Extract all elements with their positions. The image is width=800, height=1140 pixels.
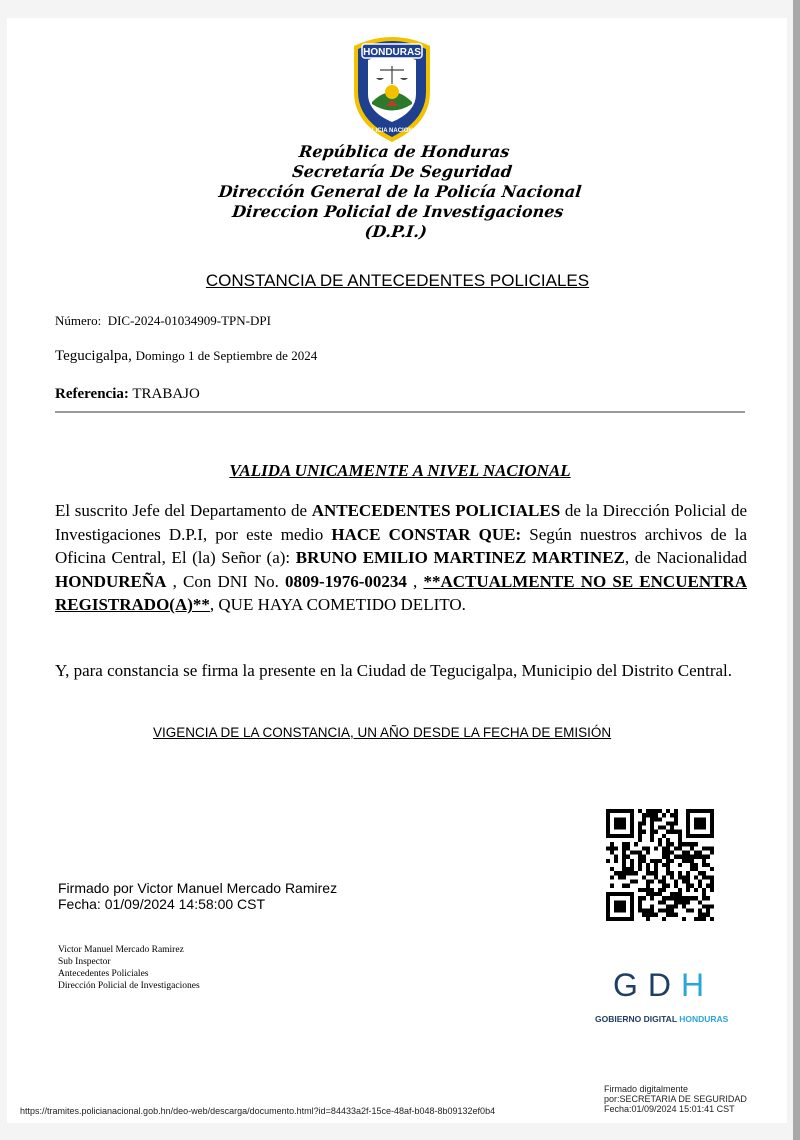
header-line: Direccion Policial de Investigaciones (231, 202, 565, 221)
certification-paragraph (55, 499, 747, 617)
gdh-letters: GD (613, 967, 681, 1003)
signed-date: Fecha: 01/09/2024 14:58:00 CST (58, 896, 266, 912)
digital-sign-line: Firmado digitalmente (604, 1084, 689, 1094)
svg-text:HONDURAS: HONDURAS (363, 47, 421, 58)
signer-department: Antecedentes Policiales (58, 969, 149, 979)
numero-label: Número: (55, 313, 102, 328)
divider (55, 411, 745, 413)
issuing-authority-header (195, 142, 606, 242)
gobierno-digital-honduras-logo (595, 965, 729, 1027)
header-line: Dirección General de la Policía Nacional (217, 182, 583, 201)
qr-code-icon (606, 809, 714, 921)
hace-constar: HACE CONSTAR QUE: (331, 524, 522, 544)
body-text: , de Nacionalidad (624, 548, 747, 567)
referencia-value: TRABAJO (132, 386, 200, 402)
gdh-logo-icon (613, 967, 713, 1004)
dni-number: 0809-1976-00234 (285, 571, 407, 591)
svg-text:POLICIA NACIONAL: POLICIA NACIONAL (363, 128, 421, 134)
header-line: República de Honduras (298, 142, 511, 161)
issue-date: Domingo 1 de Septiembre de 2024 (135, 348, 318, 363)
policia-nacional-badge-icon (346, 32, 438, 144)
body-text: , QUE HAYA COMETIDO DELITO. (209, 595, 466, 614)
signed-by: Firmado por Victor Manuel Mercado Ramirez (58, 880, 338, 896)
numero-value: DIC-2024-01034909-TPN-DPI (107, 313, 271, 328)
city: Tegucigalpa, (55, 348, 132, 364)
digital-sign-line: por:SECRETARIA DE SEGURIDAD (604, 1094, 747, 1104)
reference (55, 386, 200, 403)
header-line: Secretaría De Seguridad (291, 162, 514, 181)
header-line: (D.P.I.) (363, 222, 428, 241)
electronic-signature (58, 880, 337, 912)
nationality: HONDUREÑA (55, 571, 167, 591)
vertical-scrollbar[interactable] (793, 0, 800, 1140)
gdh-caption-dark: GOBIERNO DIGITAL (595, 1014, 680, 1024)
gdh-caption (595, 1014, 729, 1024)
validity-scope: VALIDA UNICAMENTE A NIVEL NACIONAL (229, 461, 571, 480)
body-text: , (406, 571, 424, 591)
department-name: ANTECEDENTES POLICIALES (311, 501, 561, 520)
signer-directorate: Dirección Policial de Investigaciones (58, 981, 200, 991)
body-text: El suscrito Jefe del Departamento de (55, 501, 312, 520)
gdh-letter-h: H (681, 967, 715, 1003)
record-status: **ACTUALMENTE NO SE ENCUENTRA REGISTRADO(A)** (55, 571, 747, 614)
signer-rank: Sub Inspector (58, 957, 111, 967)
body-text: , Con DNI No. (166, 571, 286, 591)
person-name: BRUNO EMILIO MARTINEZ MARTINEZ (295, 548, 625, 567)
issue-place-date (55, 348, 317, 365)
closing-paragraph: Y, para constancia se firma la presente en la Ciudad de Tegucigalpa, Municipio del Distrito Central. (55, 661, 733, 680)
signer-name: Victor Manuel Mercado Ramirez (58, 945, 184, 955)
document-number (55, 313, 271, 329)
validity-period: VIGENCIA DE LA CONSTANCIA, UN AÑO DESDE LA FECHA DE EMISIÓN (153, 725, 612, 740)
body-text: Según nuestros archivos de la Oficina Central, El (la) Señor (a): (55, 524, 747, 567)
digital-sign-line: Fecha:01/09/2024 15:01:41 CST (604, 1104, 735, 1114)
body-text: de la Dirección Policial de Investigaciones D.P.I, por este medio (55, 501, 747, 544)
document-title: CONSTANCIA DE ANTECEDENTES POLICIALES (205, 271, 590, 290)
verification-url[interactable]: https://tramites.policianacional.gob.hn/deo-web/descarga/documento.html?id=84433a2f-15ce-48af-b048-8b09132ef0b4 (20, 1106, 496, 1116)
signer-block (58, 944, 200, 992)
gdh-caption-light: HONDURAS (679, 1014, 729, 1024)
digital-signature-stamp (604, 1084, 747, 1114)
referencia-label: Referencia: (55, 386, 129, 402)
